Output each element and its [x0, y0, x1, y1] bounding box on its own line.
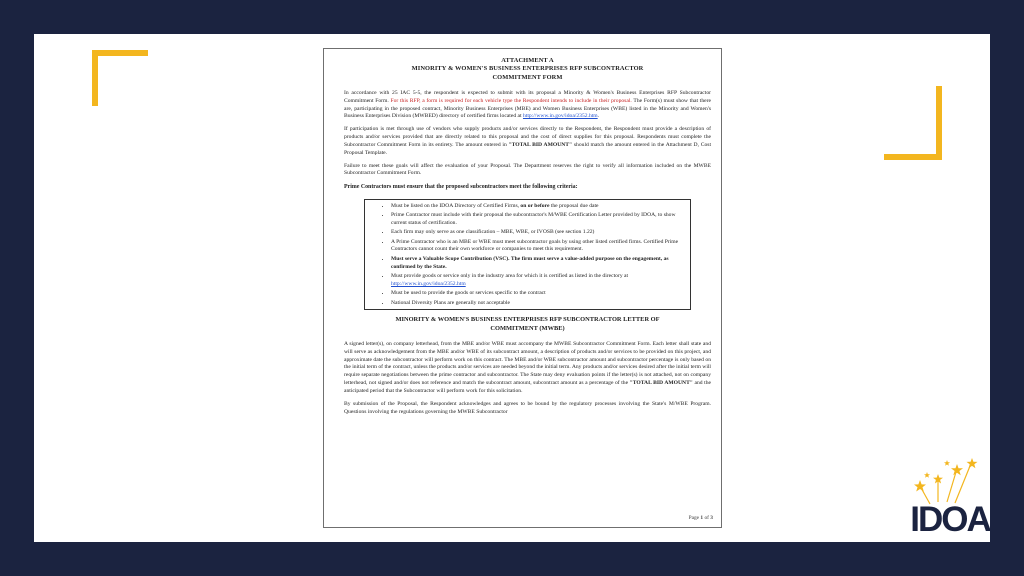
criteria-list — [391, 202, 684, 308]
document-page — [323, 48, 722, 528]
participation-paragraph: If participation is met through use of vendors who supply products and/or services directly to the Respondent, the Respondent must provide a description of products and/or services provided that are directly related to this proposal and the cost of direct supplies for this proposal. Respondents must complete the Subcontractor Commitment Form in its entirety. The amount entered in "TOTAL BID AMOUNT" should match the amount entered in the Attachment D, Cost Proposal Template. — [344, 126, 711, 156]
intro-paragraph: In accordance with 25 IAC 5-5, the respondent is expected to submit with its proposal a Minority & Women's Business Enterprises RFP Subcontractor Commitment Form. For this RFP, a form is required for each vehicle type the Respondent intends to include in their proposal. The Form(s) must show that there are, participating in the proposed contract, Minority Business Enterprises (MBE) and Women Business Enterprises (WBE) listed in the Minority and Women's Business Enterprises Division (MWBED) directory of certified firms located at http://www.in.gov/idoa/2352.htm. — [344, 89, 711, 120]
list-item: • National Diversity Plans are generally not acceptable — [391, 299, 684, 308]
slide — [34, 34, 990, 542]
title-line: MINORITY & WOMEN'S BUSINESS ENTERPRISES RFP SUBCONTRACTOR — [411, 65, 644, 73]
section-title-line: COMMITMENT (MWBE) — [490, 324, 565, 332]
rfp-requirement-note: For this RFP, a form is required for each vehicle type the Respondent intends to include in their proposal. — [388, 97, 632, 104]
directory-link[interactable]: http://www.in.gov/idoa/2352.htm — [391, 280, 466, 287]
list-item: • Must provide goods or service only in the industry area for which it is certified as listed in the directory at http://www.in.gov/idoa/2352.htm — [391, 272, 684, 289]
section-title-line: MINORITY & WOMEN'S BUSINESS ENTERPRISES RFP SUBCONTRACTOR LETTER OF — [395, 316, 660, 324]
criteria-heading: Prime Contractors must ensure that the proposed subcontractors meet the following criteria: — [344, 184, 578, 191]
corner-bracket-top-left — [92, 50, 148, 56]
corner-bracket-right-vertical — [936, 86, 942, 160]
list-item: • Must be used to provide the goods or services specific to the contract — [391, 289, 684, 298]
title-line: ATTACHMENT A — [501, 57, 554, 64]
criteria-box — [364, 199, 691, 311]
document-title — [344, 57, 711, 82]
list-item: • Each firm may only serve as one classification – MBE, WBE, or IVOSB (see section 1.22) — [391, 228, 684, 237]
list-item: • Must serve a Valuable Scope Contribution (VSC). The firm must serve a value-added purpose on the engagement, as confirmed by the State. — [391, 255, 684, 272]
title-line: COMMITMENT FORM — [492, 73, 563, 81]
corner-bracket-top-left-vertical — [92, 50, 98, 106]
letter-paragraph: A signed letter(s), on company letterhead, from the MBE and/or WBE must accompany the MWBE Subcontractor Commitment Form. Each letter shall state and will serve as acknowledgement from the MBE and/or WBE of its subcontract amount, a description of products and/or services to be provided on this project, and approximate date the subcontractor will perform work on this contract. The MBE and/or WBE subcontractor amount and subcontractor percentage is only based on the initial term of the contract, unless the products and/or services are needed beyond the initial term. Any products and/or services desired after the initial term will require separate negotiations between the prime contractor and subcontractor. The State may deny evaluation points if the letter(s) is not attached, not on company letterhead, not signed and/or does not reference and match the subcontract amount, subcontract amount as a percentage of the "TOTAL BID AMOUNT" and the anticipated period that the Subcontractor will perform work for this solicitation. — [344, 340, 711, 394]
list-item: • A Prime Contractor who is an MBE or WBE must meet subcontractor goals by using other listed certified firms. Certified Prime Contractors cannot count their own workforce or companies to meet this requirement. — [391, 238, 684, 255]
evaluation-paragraph: Failure to meet these goals will affect the evaluation of your Proposal. The Department reserves the right to verify all information included on the MWBE Subcontractor Commitment Form. — [344, 162, 711, 177]
section-title — [344, 316, 711, 333]
submission-paragraph: By submission of the Proposal, the Respondent acknowledges and agrees to be bound by the regulatory processes involving the State's M/WBE Program. Questions involving the regulations governing the MWBE Subcontractor — [344, 400, 711, 415]
idoa-logo — [900, 452, 1000, 539]
directory-link[interactable]: http://www.in.gov/idoa/2352.htm — [522, 113, 598, 120]
page-number: Page 1 of 3 — [688, 515, 713, 522]
corner-bracket-right — [884, 154, 942, 160]
list-item: • Must be listed on the IDOA Directory of Certified Firms, on or before the proposal due date — [391, 202, 684, 211]
logo-text: IDOA — [910, 500, 990, 539]
list-item: • Prime Contractor must include with their proposal the subcontractor's M/WBE Certification Letter provided by IDOA, to show current status of certification. — [391, 211, 684, 228]
